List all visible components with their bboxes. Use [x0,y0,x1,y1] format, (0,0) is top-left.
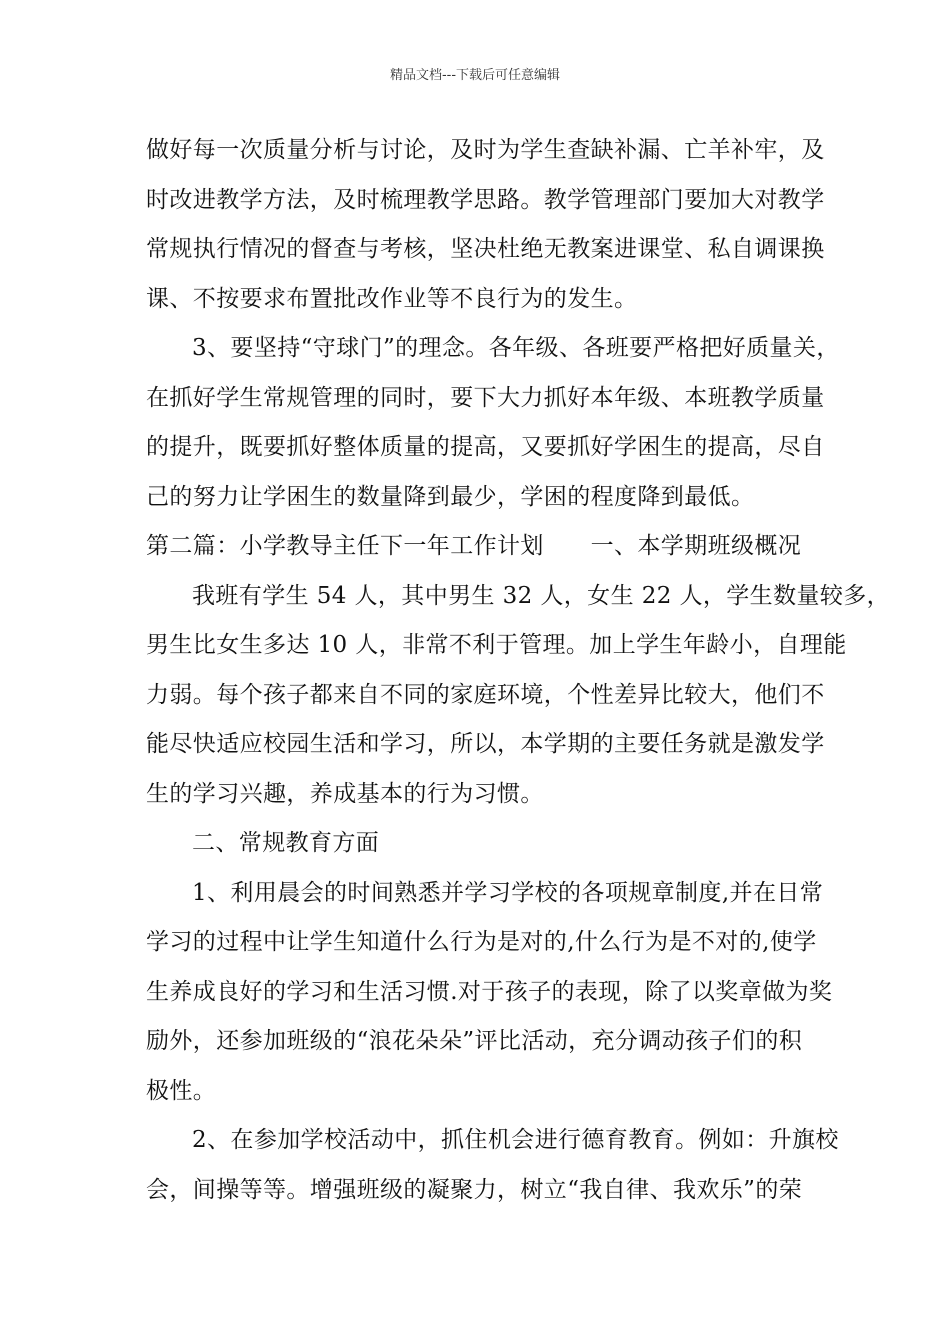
text-line: 时改进教学方法，及时梳理教学思路。教学管理部门要加大对教学 [146,186,825,213]
text-line: 生的学习兴趣，养成基本的行为习惯。 [146,780,544,807]
text-line: 学习的过程中让学生知道什么行为是对的,什么行为是不对的,使学 [146,929,817,955]
subheading-line: 二、常规教育方面 [192,830,380,856]
page-header: 精品文档---下载后可任意编辑 [389,68,561,83]
text-line: 会，间操等等。增强班级的凝聚力，树立“我自律、我欢乐”的荣 [146,1176,803,1203]
section-heading-line: 第二篇：小学教导主任下一年工作计划 一、本学期班级概况 [146,533,802,559]
text-line: 课、不按要求布置批改作业等不良行为的发生。 [146,285,638,312]
paragraph-start-line: 我班有学生 54 人，其中男生 32 人，女生 22 人，学生数量较多， [192,582,891,609]
paragraph-start-line: 3、要坚持“守球门”的理念。各年级、各班要严格把好质量关， [192,335,840,361]
text-line: 男生比女生多达 10 人，非常不利于管理。加上学生年龄小，自理能 [146,632,847,658]
text-line: 力弱。每个孩子都来自不同的家庭环境，个性差异比较大，他们不 [146,681,825,708]
text-line: 生养成良好的学习和生活习惯.对于孩子的表现，除了以奖章做为奖 [146,978,833,1005]
text-line: 做好每一次质量分析与讨论，及时为学生查缺补漏、亡羊补牢，及 [146,137,825,163]
text-line: 励外，还参加班级的“浪花朵朵”评比活动，充分调动孩子们的积 [146,1028,803,1054]
paragraph-start-line: 1、利用晨会的时间熟悉并学习学校的各项规章制度,并在日常 [192,879,824,906]
document-body [146,126,891,1215]
paragraph-start-line: 2、在参加学校活动中，抓住机会进行德育教育。例如：升旗校 [192,1127,839,1153]
text-line: 己的努力让学困生的数量降到最少，学困的程度降到最低。 [146,483,755,510]
text-line: 极性。 [146,1077,217,1104]
text-line: 在抓好学生常规管理的同时，要下大力抓好本年级、本班教学质量 [146,384,825,411]
text-line: 常规执行情况的督查与考核，坚决杜绝无教案进课堂、私自调课换 [146,236,825,262]
text-line: 的提升，既要抓好整体质量的提高，又要抓好学困生的提高，尽自 [146,434,825,460]
text-line: 能尽快适应校园生活和学习，所以，本学期的主要任务就是激发学 [146,731,825,757]
